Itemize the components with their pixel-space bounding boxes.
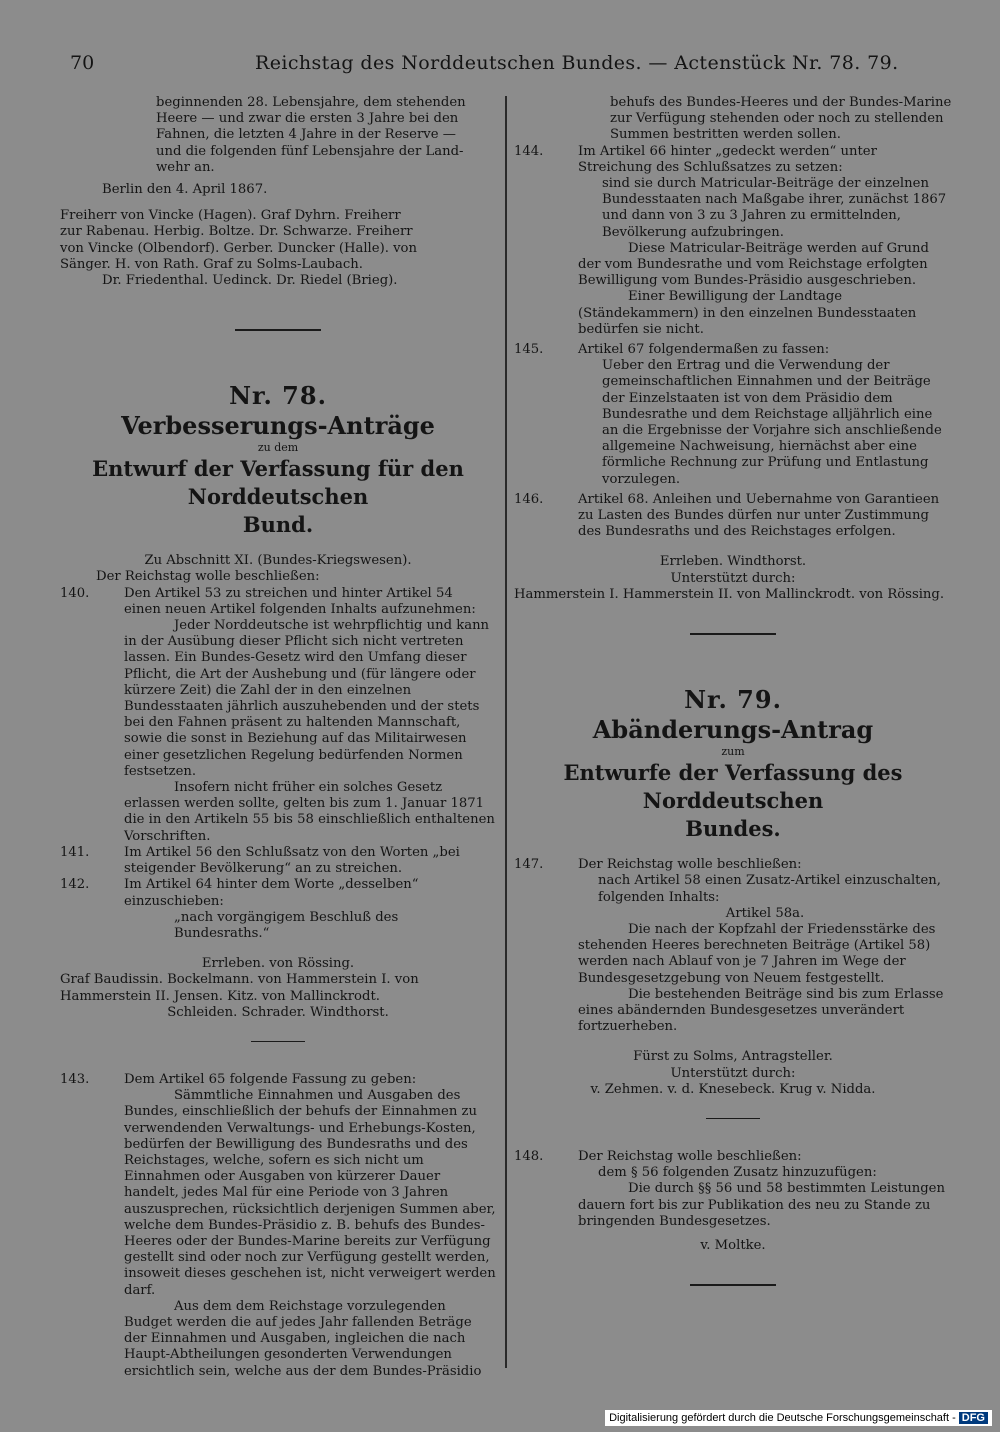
document-subtitle: Bund. xyxy=(242,512,314,538)
dfg-logo: DFG xyxy=(959,1412,988,1424)
signature-head: Fürst zu Solms, Antragsteller. xyxy=(633,1049,833,1065)
motion-text: Im Artikel 56 den Schlußsatz von den Worten „bei steigender Bevölkerung“ an zu streichen. xyxy=(124,844,460,877)
motion-number: 141. xyxy=(60,844,90,860)
digitization-credit xyxy=(605,1410,992,1426)
text-line: Den Artikel 53 zu streichen und hinter Artikel 54 xyxy=(124,585,453,601)
motion-text: Der Reichstag wolle beschließen: xyxy=(578,857,802,873)
signers-line: Dr. Friedenthal. Uedinck. Dr. Riedel (Brieg). xyxy=(102,273,398,289)
motion-141 xyxy=(60,845,496,877)
motion-quote: Jeder Norddeutsche ist wehrpflichtig und kann in der Ausübung dieser Pflicht sich nicht vertreten lassen. Ein Bundes-Gesetz wird den Umfang dieser Pflicht, die Art der Aushebung und (für längere oder kürzere Zeit) die Zahl der in den einzelnen Bundesstaaten jährlich auszuhebenden und der stets bei den Fahnen präsent zu haltenden Mannschaft, sowie die sonst in Beziehung auf das Militairwesen einer gesetzlichen Regelung bedürfenden Normen festsetzen. xyxy=(124,618,490,779)
signers-line: v. Zehmen. v. d. Knesebeck. Krug v. Nidda. xyxy=(590,1081,876,1097)
right-column xyxy=(514,95,952,1286)
signature-head: Errleben. von Rössing. xyxy=(201,956,355,972)
motion-text: Artikel 67 folgendermaßen zu fassen: xyxy=(578,342,830,358)
running-header: Reichstag des Norddeutschen Bundes. — Actenstück Nr. 78. 79. xyxy=(255,52,899,74)
title-connector: zu dem xyxy=(257,441,299,455)
motion-number: 144. xyxy=(514,143,544,159)
signature-head: Errleben. Windthorst. xyxy=(659,554,807,570)
motion-number: 145. xyxy=(514,342,544,358)
motion-number: 147. xyxy=(514,857,544,873)
supported-by-label: Unterstützt durch: xyxy=(670,570,796,586)
motion-text: dem § 56 folgenden Zusatz hinzuzufügen: xyxy=(598,1165,877,1181)
text-line: beginnenden 28. Lebensjahre, dem stehenden xyxy=(156,95,466,110)
motion-text: Dem Artikel 65 folgende Fassung zu geben: xyxy=(124,1071,417,1087)
signers-line: Sänger. H. von Rath. Graf zu Solms-Laubach. xyxy=(60,256,363,272)
signers-line: Freiherr von Vincke (Hagen). Graf Dyhrn. Freiherr xyxy=(60,208,401,224)
signature-head: v. Moltke. xyxy=(700,1237,766,1253)
document-number: Nr. 78. xyxy=(229,381,327,411)
text-line: Heere — und zwar die ersten 3 Jahre bei den xyxy=(156,111,459,127)
motion-number: 140. xyxy=(60,585,90,601)
signers-line: Schleiden. Schrader. Windthorst. xyxy=(167,1004,389,1020)
title-connector: zum xyxy=(721,745,745,759)
signers-line: Graf Baudissin. Bockelmann. von Hammerstein I. von xyxy=(60,972,419,988)
text-line: und die folgenden fünf Lebensjahre der Land- xyxy=(156,143,464,159)
motion-quote: Ueber den Ertrag und die Verwendung der gemeinschaftlichen Einnahmen und der Beiträge der Einzelstaaten ist von dem Präsidio dem Bundesrathe und dem Reichstage alljährlich eine an die Ergebnisse der Vorjahre sich anschließende allgemeine Nachweisung, hiernächst aber eine förmliche Rechnung zur Prüfung und Entlastung vorzulegen. xyxy=(602,358,942,487)
text-line: behufs des Bundes-Heeres und der Bundes-Marine xyxy=(610,95,952,110)
resolution-line: Der Reichstag wolle beschließen: xyxy=(96,569,320,585)
document-number: Nr. 79. xyxy=(684,685,782,715)
column-divider xyxy=(505,96,507,1368)
motion-143 xyxy=(60,1072,496,1380)
motion-quote: Die durch §§ 56 und 58 bestimmten Leistungen dauern fort bis zur Publikation des neu zu Stande zu bringenden Bundesgesetzes. xyxy=(578,1181,945,1229)
continuation-text xyxy=(60,95,496,176)
motion-142 xyxy=(60,877,496,942)
document-title: Abänderungs-Antrag xyxy=(592,715,874,745)
motion-148 xyxy=(514,1149,952,1230)
text-line: Summen bestritten werden sollen. xyxy=(610,127,841,143)
signers-block xyxy=(60,208,496,289)
motion-number: 146. xyxy=(514,491,544,507)
motion-text: Im Artikel 66 hinter „gedeckt werden“ unter Streichung des Schlußsatzes zu setzen: xyxy=(578,143,877,175)
motion-144 xyxy=(514,144,952,338)
motion-147 xyxy=(514,857,952,1035)
signers-line: Hammerstein II. Jensen. Kitz. von Mallinckrodt. xyxy=(60,988,380,1004)
motion-quote: Die nach der Kopfzahl der Friedensstärke des stehenden Heeres berechneten Beiträge (Artikel 58) werden nach Ablauf von je 7 Jahren im Wege der Bundesgesetzgebung von Neuem festgestellt. xyxy=(578,921,936,986)
motion-145 xyxy=(514,342,952,488)
text-line: Fahnen, die letzten 4 Jahre in der Reserve — xyxy=(156,127,456,143)
motion-text: Der Reichstag wolle beschließen: xyxy=(578,1148,802,1164)
motion-quote: Sämmtliche Einnahmen und Ausgaben des Bundes, einschließlich der behufs der Einnahmen zu verwendenden Verwaltungs- und Erhebungs-Kosten, bedürfen der Bewilligung des Bundesraths und des Reichstages, welche, sofern es sich nicht um Einnahmen oder Ausgaben von kürzerer Dauer handelt, jedes Mal für eine Periode von 3 Jahren auszusprechen, rücksichtlich derjenigen Summen aber, welche dem Bundes-Präsidio z. B. behufs des Bundes-Heeres oder der Bundes-Marine bereits zur Verfügung gestellt sind oder noch zur Verfügung gestellt werden, insoweit dieses geschehen ist, nicht verweigert werden darf. xyxy=(124,1088,496,1298)
motion-quote: Die bestehenden Beiträge sind bis zum Erlasse eines abändernden Bundesgesetzes unverändert fortzuerheben. xyxy=(578,986,944,1035)
text-line: wehr an. xyxy=(156,159,215,175)
supported-by-label: Unterstützt durch: xyxy=(670,1065,796,1081)
motion-text: nach Artikel 58 einen Zusatz-Artikel einzuschalten, folgenden Inhalts: xyxy=(598,873,941,905)
signers-line: Hammerstein I. Hammerstein II. von Mallinckrodt. von Rössing. xyxy=(514,586,945,602)
left-column xyxy=(60,95,496,1380)
motion-quote: „nach vorgängigem Beschluß des Bundesraths.“ xyxy=(174,909,399,941)
motion-text: Im Artikel 64 hinter dem Worte „desselben“ einzuschieben: xyxy=(124,877,419,909)
motion-quote: Einer Bewilligung der Landtage (Ständekammern) in den einzelnen Bundesstaaten bedürfen sie nicht. xyxy=(578,289,917,337)
motion-quote: Diese Matricular-Beiträge werden auf Grund der vom Bundesrathe und vom Reichstage erfolgten Bewilligung vom Bundes-Präsidio ausgeschrieben. xyxy=(578,240,929,289)
document-subtitle: Entwurf der Verfassung für den Norddeutschen xyxy=(92,456,464,510)
motion-quote: Aus dem dem Reichstage vorzulegenden Budget werden die auf jedes Jahr fallenden Beträge der Einnahmen und Ausgaben, ingleichen die nach Haupt-Abtheilungen gesonderten Verwendungen ersichtlich sein, welche aus der dem Bundes-Präsidio xyxy=(124,1298,482,1379)
section-heading: Zu Abschnitt XI. (Bundes-Kriegswesen). xyxy=(144,553,412,569)
text-line: einen neuen Artikel folgenden Inhalts aufzunehmen: xyxy=(124,601,476,617)
motion-number: 148. xyxy=(514,1148,544,1164)
article-heading: Artikel 58a. xyxy=(725,905,805,921)
signers-line: zur Rabenau. Herbig. Boltze. Dr. Schwarze. Freiherr xyxy=(60,224,413,240)
motion-140 xyxy=(60,586,496,845)
section-divider xyxy=(690,1284,776,1286)
motion-146 xyxy=(514,492,952,541)
credit-text: Digitalisierung gefördert durch die Deutsche Forschungsgemeinschaft - xyxy=(609,1412,956,1424)
document-title: Verbesserungs-Anträge xyxy=(121,411,435,441)
text-line: zur Verfügung stehenden oder noch zu stellenden xyxy=(610,111,944,127)
signers-line: von Vincke (Olbendorf). Gerber. Duncker (Halle). von xyxy=(60,240,417,256)
page-number: 70 xyxy=(70,52,95,74)
document-subtitle: Entwurfe der Verfassung des Norddeutschen xyxy=(563,760,903,814)
motion-quote: sind sie durch Matricular-Beiträge der einzelnen Bundesstaaten nach Maßgabe ihrer, zunächst 1867 und dann von 3 zu 3 Jahren zu ermittelnden, Bevölkerung aufzubringen. xyxy=(602,176,947,240)
motion-number: 142. xyxy=(60,877,90,893)
motion-text: Artikel 68. Anleihen und Uebernahme von Garantieen zu Lasten des Bundes dürfen nur unter Zustimmung des Bundesraths und des Reichstages erfolgen. xyxy=(578,491,940,540)
document-subtitle: Bundes. xyxy=(685,816,781,842)
motion-number: 143. xyxy=(60,1071,90,1087)
motion-quote: Insofern nicht früher ein solches Gesetz erlassen werden sollte, gelten bis zum 1. Januar 1871 die in den Artikeln 55 bis 58 einschließlich enthaltenen Vorschriften. xyxy=(124,780,495,844)
date-line: Berlin den 4. April 1867. xyxy=(102,182,268,198)
continuation-text xyxy=(514,95,952,144)
